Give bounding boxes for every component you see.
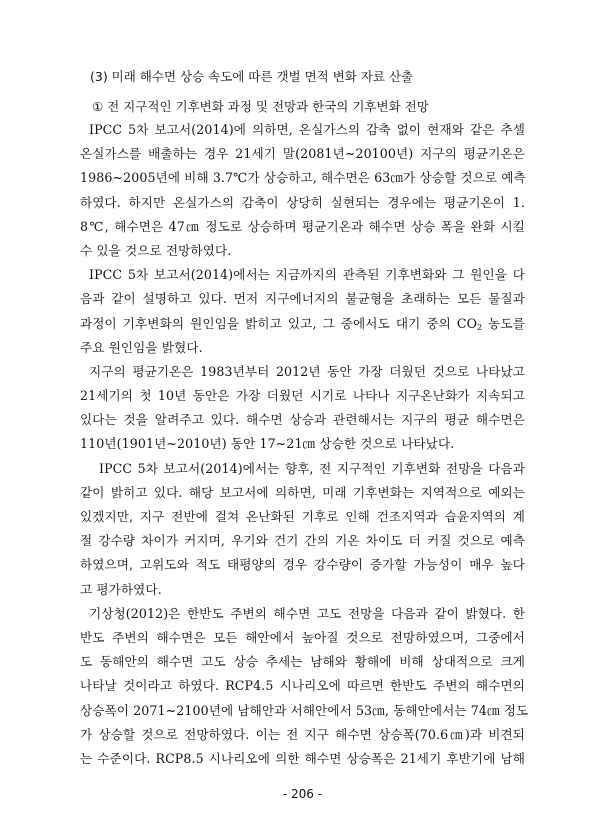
text-line: 110년(1901년~2010년) 동안 17~21㎝ 상승한 것으로 나타났다. bbox=[80, 436, 455, 452]
text-line: 상승폭이 2071~2100년에 남해안과 서해안에서 53㎝, 동해안에서는 74㎝ 정도 bbox=[80, 702, 529, 718]
text-line: 21세기의 첫 10년 동안은 가장 더웠던 시기로 나타나 지구온난화가 지속되고 bbox=[80, 388, 525, 404]
page-number: - 206 - bbox=[282, 787, 323, 801]
co2-subscript: 2 bbox=[477, 322, 483, 332]
text-segment: 농도를 bbox=[482, 315, 525, 331]
text-line: 있겠지만, 지구 전반에 걸쳐 온난화된 기후로 인해 건조지역과 습윤지역의 계 bbox=[80, 509, 525, 524]
text-line: 고 평가하였다. bbox=[80, 581, 162, 597]
text-line-co2 bbox=[80, 312, 525, 336]
text-line: 음과 같이 설명하고 있다. 먼저 지구에너지의 불균형을 초래하는 모든 물질과 bbox=[80, 291, 525, 307]
text-line: 하였으며, 고위도와 적도 태평양의 경우 강수량이 증가할 가능성이 매우 높다 bbox=[80, 557, 525, 573]
text-line: IPCC 5차 보고서(2014)에 의하면, 온실가스의 감축 없이 현재와 같은 추셀 bbox=[89, 122, 525, 137]
text-line: 하였다. 하지만 온실가스의 감축이 상당히 실현되는 경우에는 평균기온이 1. bbox=[80, 194, 525, 210]
text-line: 나타날 것이라고 하였다. RCP4.5 시나리오에 따르면 한반도 주변의 해수면의 bbox=[80, 678, 525, 694]
text-line: IPCC 5차 보고서(2014)에서는 지금까지의 관측된 기후변화와 그 원인을 다 bbox=[89, 267, 525, 283]
text-line: 1986~2005년에 비해 3.7℃가 상승하고, 해수면은 63㎝가 상승할 것으로 예측 bbox=[80, 170, 526, 186]
text-line: 있다는 것을 알려주고 있다. 해수면 상승과 관련해서는 지구의 평균 해수면은 bbox=[80, 412, 525, 428]
text-line: 지구의 평균기온은 1983년부터 2012년 동안 가장 더웠던 것으로 나타났고 bbox=[89, 363, 525, 379]
text-line: 절 강수량 차이가 커지며, 우기와 건기 간의 기온 차이도 더 커질 것으로 예측 bbox=[80, 533, 525, 549]
subsection-heading: ① 전 지구적인 기후변화 과정 및 전망과 한국의 기후변화 전망 bbox=[92, 99, 429, 114]
text-line: 가 상승할 것으로 전망하였다. 이는 전 지구 해수면 상승폭(70.6㎝)과 비견되 bbox=[80, 726, 525, 742]
text-line: 같이 밝히고 있다. 해당 보고서에 의하면, 미래 기후변화는 지역적으로 예외는 bbox=[80, 484, 525, 500]
body-text bbox=[80, 118, 529, 771]
text-segment: 과정이 기후변화의 원인임을 밝히고 있고, 그 중에서도 대기 중의 CO bbox=[80, 315, 477, 331]
text-line: 반도 주변의 해수면은 모든 해안에서 높아질 것으로 전망하였으며, 그중에서 bbox=[80, 629, 525, 645]
text-line: 도 동해안의 해수면 고도 상승 추세는 남해와 황해에 비해 상대적으로 크게 bbox=[80, 654, 525, 670]
text-line: 온실가스를 배출하는 경우 21세기 말(2081년~20100년) 지구의 평균기온은 bbox=[80, 146, 525, 162]
text-line: 8℃, 해수면은 47㎝ 정도로 상승하며 평균기온과 해수면 상승 폭을 완화 시킬 bbox=[80, 218, 525, 234]
text-line: 주요 원인임을 밝혔다. bbox=[80, 339, 203, 355]
text-line: 수 있을 것으로 전망하였다. bbox=[80, 242, 232, 258]
text-line: 는 수준이다. RCP8.5 시나리오에 의한 해수면 상승폭은 21세기 후반기에 남해 bbox=[80, 750, 525, 766]
text-line: 기상청(2012)은 한반도 주변의 해수면 고도 전망을 다음과 같이 밝혔다. 한 bbox=[89, 605, 525, 621]
text-line: IPCC 5차 보고서(2014)에서는 향후, 전 지구적인 기후변화 전망을 다음과 bbox=[99, 460, 525, 476]
section-heading: (3) 미래 해수면 상승 속도에 따른 갯벌 면적 변화 자료 산출 bbox=[90, 69, 414, 84]
